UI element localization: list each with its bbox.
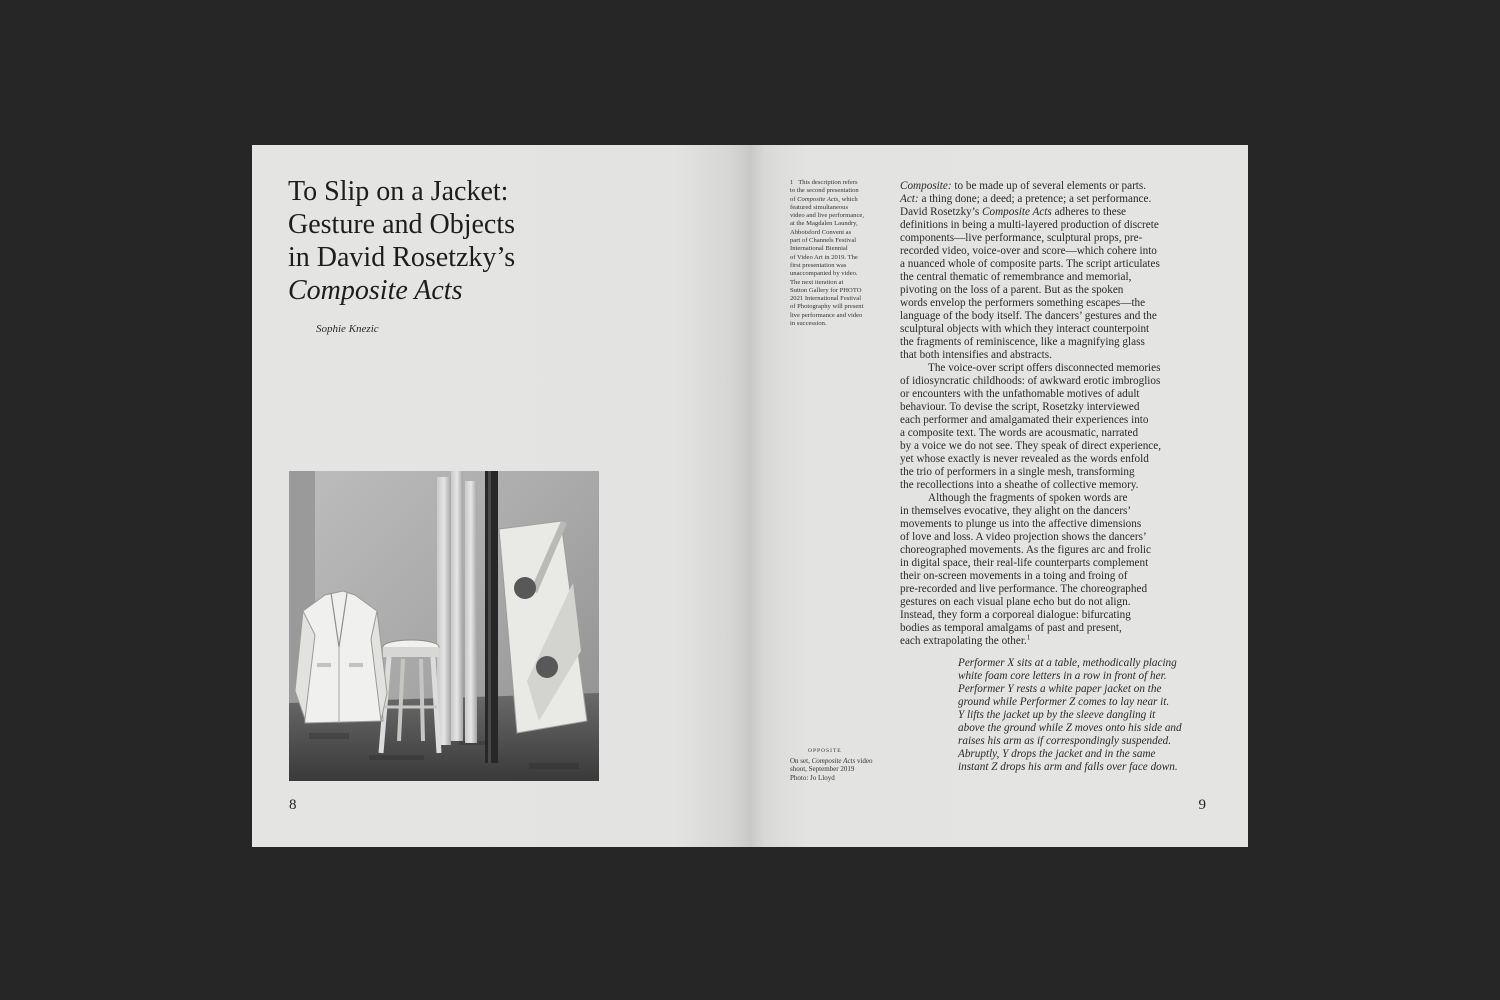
caption-line xyxy=(790,757,900,766)
footnote-line: at the Magdalen Laundry, xyxy=(790,220,858,228)
footnote-line: of Video Art in 2019. The xyxy=(790,253,858,261)
right-page xyxy=(750,145,1248,847)
definition-text: to be made up of several elements or parts. xyxy=(954,180,1147,192)
body-line: components—live performance, sculptural props, pre- xyxy=(900,232,1143,244)
page-number-left: 8 xyxy=(289,797,297,813)
caption-line: shoot, September 2019 xyxy=(790,765,855,774)
quote-line: above the ground while Z moves onto his side and xyxy=(958,722,1182,734)
magazine-spread xyxy=(252,145,1248,847)
body-line: definitions in being a multi-layered production of discrete xyxy=(900,219,1159,231)
body-text: adheres to these xyxy=(1054,206,1127,218)
caption-line: Photo: Jo Lloyd xyxy=(790,773,835,782)
quote-line: raises his arm as if correspondingly suspended. xyxy=(958,735,1172,747)
footnote-reference[interactable]: 1 xyxy=(1026,633,1031,642)
definition-text: a thing done; a deed; a pretence; a set performance. xyxy=(921,193,1152,205)
caption-italic: Composite Acts xyxy=(811,756,856,765)
title-line-italic: Composite Acts xyxy=(288,275,463,306)
body-italic: Composite Acts xyxy=(982,206,1052,218)
footnote-line: Sutton Gallery for PHOTO xyxy=(790,286,862,294)
footnote-italic: Composite Acts, xyxy=(797,195,840,203)
body-line: their on-screen movements in a toing and froing of xyxy=(900,570,1128,582)
body-line: sculptural objects with which they interact counterpoint xyxy=(900,323,1150,335)
body-line: The voice-over script offers disconnected memories xyxy=(928,362,1161,374)
body-line: by a voice we do not see. They speak of direct experience, xyxy=(900,440,1162,452)
body-line: each performer and amalgamated their experiences into xyxy=(900,414,1149,426)
body-line: choreographed movements. As the figures arc and frolic xyxy=(900,544,1152,556)
body-line: language of the body itself. The dancers’ gestures and the xyxy=(900,310,1157,322)
body-line: of love and loss. A video projection shows the dancers’ xyxy=(900,531,1147,543)
body-line: a nuanced whole of composite parts. The script articulates xyxy=(900,258,1160,270)
footnote-line: featured simultaneous xyxy=(790,203,849,211)
quote-line: Abruptly, Y drops the jacket and in the same xyxy=(958,748,1156,760)
footnote xyxy=(790,179,890,328)
body-line: of idiosyncratic childhoods: of awkward erotic imbroglios xyxy=(900,375,1161,387)
definition-act xyxy=(900,193,1210,206)
footnote-line: in succession. xyxy=(790,320,827,328)
body-line: the fragments of reminiscence, like a magnifying glass xyxy=(900,336,1145,348)
footnote-line: The next iteration at xyxy=(790,278,844,286)
footnote-line: part of Channels Festival xyxy=(790,237,857,245)
caption-text: video xyxy=(856,756,873,765)
footnote-line: of Photography will present xyxy=(790,303,864,311)
title-line: Gesture and Objects xyxy=(288,209,516,240)
body-text: David Rosetzky’s xyxy=(900,206,980,218)
footnote-line: Abbotsford Convent as xyxy=(790,228,852,236)
body-text: each extrapolating the other. xyxy=(900,635,1027,647)
body-line: words envelop the performers something escapes—the xyxy=(900,297,1146,309)
body-line: the recollections into a sheathe of collective memory. xyxy=(900,479,1139,491)
body-line: a composite text. The words are acousmatic, narrated xyxy=(900,427,1139,439)
footnote-line: International Biennial xyxy=(790,245,848,253)
body-line xyxy=(900,206,1210,219)
body-line: movements to plunge us into the affective dimensions xyxy=(900,518,1142,530)
body-line: yet whose exactly is never revealed as the words enfold xyxy=(900,453,1149,465)
definition-term: Composite: xyxy=(900,180,952,192)
quote-line: Performer Y rests a white paper jacket on the xyxy=(958,683,1162,695)
body-line: gestures on each visual plane echo but do not align. xyxy=(900,596,1131,608)
caption-label: OPPOSITE xyxy=(808,748,842,754)
quote-line: instant Z drops his arm and falls over face down. xyxy=(958,761,1178,773)
body-line: recorded video, voice-over and score—which cohere into xyxy=(900,245,1157,257)
page-number-right: 9 xyxy=(1198,797,1206,813)
quote-line: Performer X sits at a table, methodically placing xyxy=(958,657,1177,669)
body-line: that both intensifies and abstracts. xyxy=(900,349,1052,361)
body-line: the central thematic of remembrance and memorial, xyxy=(900,271,1132,283)
body-line: or encounters with the unfathomable motives of adult xyxy=(900,388,1140,400)
body-line: bodies as temporal amalgams of past and present, xyxy=(900,622,1122,634)
body-line: the trio of performers in a single mesh, transforming xyxy=(900,466,1135,478)
article-title xyxy=(288,175,728,307)
title-line: To Slip on a Jacket: xyxy=(288,176,509,207)
quote-line: white foam core letters in a row in front of her. xyxy=(958,670,1167,682)
title-line: in David Rosetzky’s xyxy=(288,242,516,273)
definition-term: Act: xyxy=(900,193,919,205)
performance-script-quote xyxy=(958,657,1218,774)
footnote-line: 2021 International Festival xyxy=(790,295,862,303)
caption-text: On set, xyxy=(790,756,810,765)
photo-caption xyxy=(790,747,900,782)
body-line: Although the fragments of spoken words are xyxy=(928,492,1128,504)
footnote-line: which xyxy=(841,195,858,203)
author-byline: Sophie Knezic xyxy=(316,323,379,335)
body-line: behaviour. To devise the script, Rosetzky interviewed xyxy=(900,401,1140,413)
body-line: pre-recorded and live performance. The choreographed xyxy=(900,583,1148,595)
body-line: pivoting on the loss of a parent. But as the spoken xyxy=(900,284,1124,296)
footnote-line: This description refers xyxy=(798,179,858,186)
footnote-line: to the second presentation xyxy=(790,187,859,195)
footnote-line: first presentation was xyxy=(790,261,847,269)
footnote-line: video and live performance, xyxy=(790,212,864,220)
definition-composite xyxy=(900,180,1210,193)
quote-line: Y lifts the jacket up by the sleeve dangling it xyxy=(958,709,1156,721)
body-line: in digital space, their real-life counterparts complement xyxy=(900,557,1149,569)
body-line xyxy=(900,635,1210,648)
article-body xyxy=(900,180,1210,648)
stage-set-photo xyxy=(289,471,599,781)
quote-line: ground while Performer Z comes to lay near it. xyxy=(958,696,1170,708)
body-line: Instead, they form a corporeal dialogue: bifurcating xyxy=(900,609,1131,621)
footnote-marker: 1 xyxy=(790,179,794,186)
body-line: in themselves evocative, they alight on the dancers’ xyxy=(900,505,1132,517)
footnote-line: live performance and video xyxy=(790,311,863,319)
footnote-line: unaccompanied by video. xyxy=(790,270,858,278)
footnote-line: of xyxy=(790,195,796,203)
left-page xyxy=(252,145,750,847)
